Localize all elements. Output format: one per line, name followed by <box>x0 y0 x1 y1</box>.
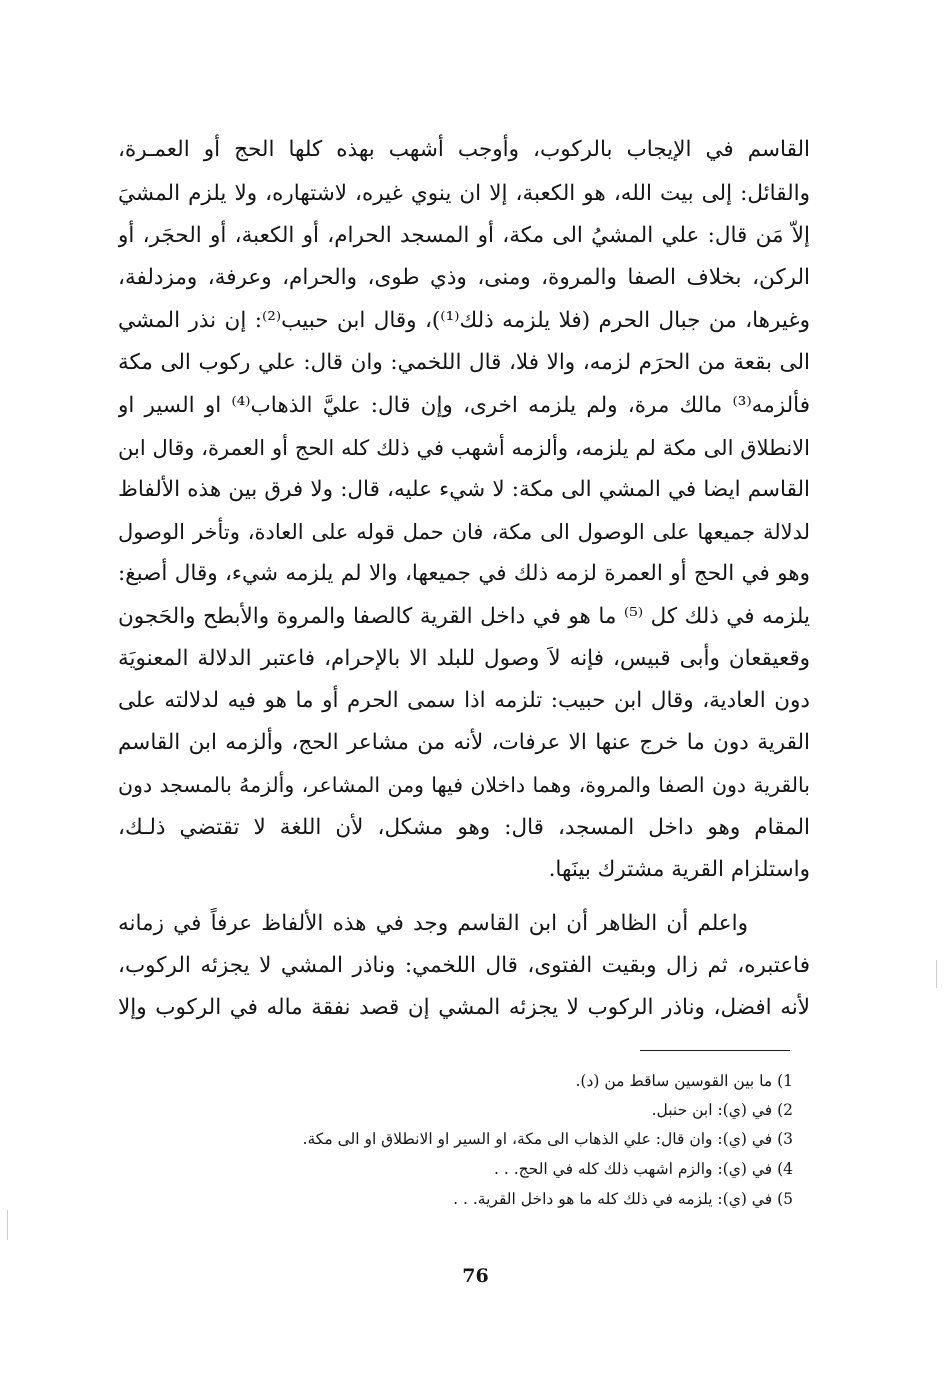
body-line: وقعيقعان وأبى قبيس، فإنه لاَ وصول للبلد الا بالإحرام، فاعتبر الدلالة المعنويَة <box>118 646 810 671</box>
footnote: 5) في (ي): يلزمه في ذلك كله ما هو داخل القرية. . . <box>453 1190 793 1208</box>
margin-mark <box>936 960 937 988</box>
body-line: القرية دون ما خرج عنها الا عرفات، لأنه من مشاعر الحج، وألزمه ابن القاسم <box>118 730 810 755</box>
body-line: الانطلاق الى مكة لم يلزمه، وألزمه أشهب في ذلك كله الحج أو العمرة، وقال ابن <box>118 436 810 460</box>
body-line: واعلم أن الظاهر أن ابن القاسم وجد في هذه الألفاظ عرفاً في زمانه <box>118 911 748 936</box>
footnote: 3) في (ي): وان قال: علي الذهاب الى مكة، او السير او الانطلاق او الى مكة. <box>302 1130 793 1148</box>
body-line: وغيرها، من جبال الحرم (فلا يلزمه ذلك⁽¹⁾)، وقال ابن حبيب⁽²⁾: إن نذر المشي <box>118 308 810 333</box>
footnote: 2) في (ي): ابن حنبل. <box>651 1101 793 1119</box>
margin-mark <box>7 1210 8 1240</box>
body-line: القاسم في الإيجاب بالركوب، وأوجب أشهب بهذه كلها الحج أو العمـرة، <box>118 137 810 162</box>
page-number: 76 <box>462 1265 489 1287</box>
body-line: القاسم ايضا في المشي الى مكة: لا شيء عليه، قال: ولا فرق بين هذه الألفاظ <box>118 477 810 502</box>
body-line: يلزمه في ذلك كل ⁽⁵⁾ ما هو في داخل القرية كالصفا والمروة والأبطح والحَجون <box>118 604 810 629</box>
footnote: 1) ما بين القوسين ساقط من (د). <box>575 1072 793 1090</box>
body-line: الركن، بخلاف الصفا والمروة، ومنى، وذي طوى، والحرام، وعرفة، ومزدلفة، <box>118 265 810 290</box>
body-line: وهو في الحج أو العمرة لزمه ذلك في جميعها، والا لم يلزمه شيء، وقال أصبغ: <box>118 561 810 586</box>
body-line: والقائل: إلى بيت الله، هو الكعبة، إلا ان ينوي غيره، لاشتهاره، ولا يلزم المشيَ <box>118 181 810 206</box>
body-line: واستلزام القرية مشترك بينَها. <box>548 857 810 882</box>
body-line: لدلالة جميعها على الوصول الى مكة، فان حمل قوله على العادة، وتأخر الوصول <box>118 520 810 544</box>
footnote-separator <box>640 1050 790 1051</box>
body-line: فاعتبره، ثم زال وبقيت الفتوى، قال اللخمي: وناذر المشي لا يجزئه الركوب، <box>118 953 810 978</box>
body-line: لأنه افضل، وناذر الركوب لا يجزئه المشي إن قصد نفقة ماله في الركوب وإلا <box>118 995 810 1020</box>
body-line: الى بقعة من الحرَم لزمه، والا فلا، قال اللخمي: وان قال: علي ركوب الى مكة <box>118 350 810 375</box>
body-line: بالقرية دون الصفا والمروة، وهما داخلان فيها ومن المشاعر، وألزمهُ بالمسجد دون <box>118 773 810 797</box>
body-line: إلاّ مَن قال: علي المشيُ الى مكة، أو المسجد الحرام، أو الكعبة، أو الحجَر، أو <box>118 223 810 248</box>
body-line: فألزمه⁽³⁾ مالك مرة، ولم يلزمه اخرى، وإن قال: عليَّ الذهاب⁽⁴⁾ او السير او <box>118 393 810 418</box>
body-line: المقام وهو داخل المسجد، قال: وهو مشكل، لأن اللغة لا تقتضي ذلـك، <box>118 815 810 840</box>
body-line: دون العادية، وقال ابن حبيب: تلزمه اذا سمى الحرم أو ما هو فيه لدلالته على <box>118 688 810 713</box>
footnote: 4) في (ي): والزم اشهب ذلك كله في الحج. . . <box>494 1160 793 1178</box>
